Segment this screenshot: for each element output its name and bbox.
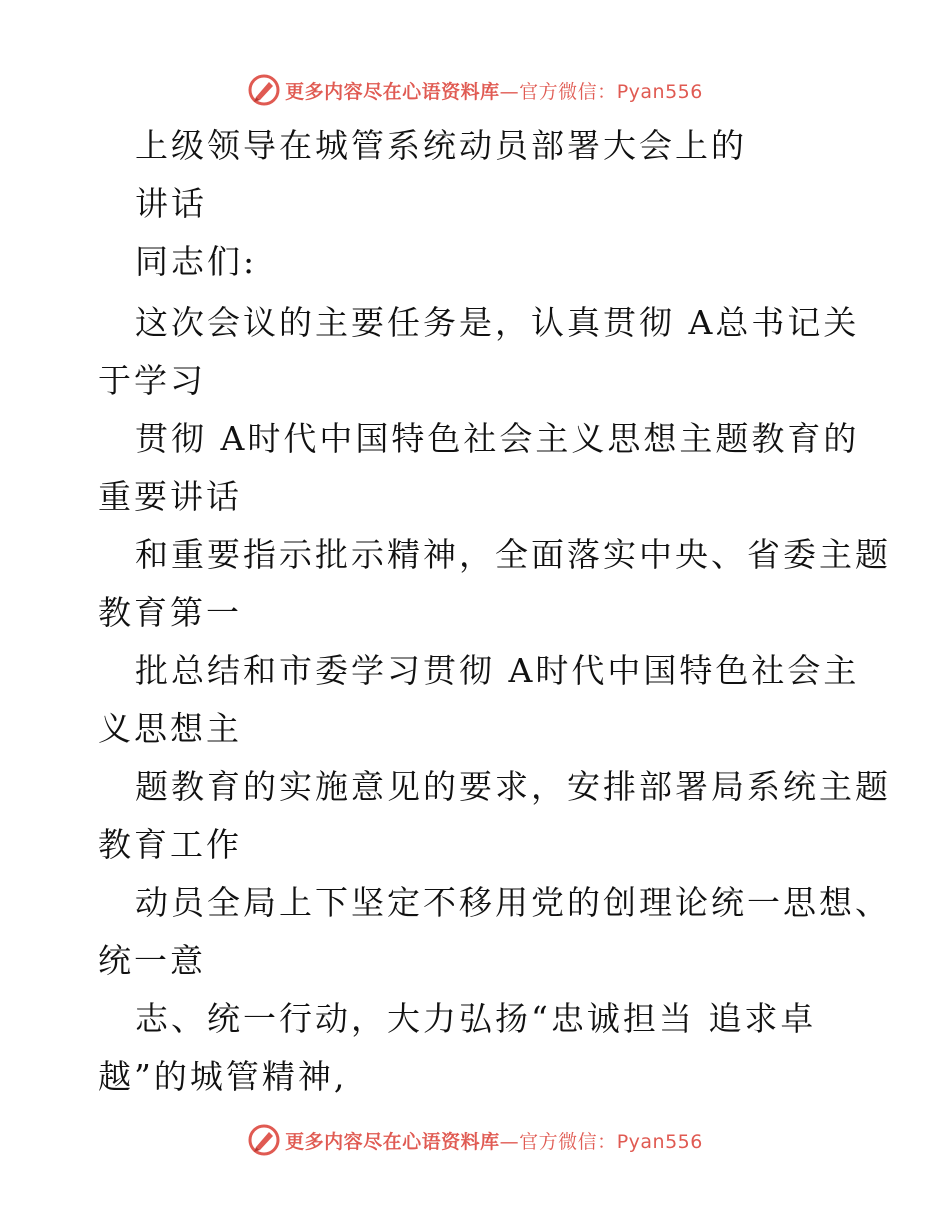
body-line: 志、统一行动，大力弘扬“忠诚担当 追求卓 bbox=[135, 999, 817, 1038]
title-line-1: 上级领导在城管系统动员部署大会上的 bbox=[135, 126, 747, 165]
watermark-brand: 更多内容尽在心语资料库 bbox=[285, 1130, 500, 1153]
body-line: 义思想主 bbox=[98, 709, 242, 748]
body-line: 教育工作 bbox=[98, 825, 242, 864]
watermark-wechat-id: Pyan556 bbox=[616, 80, 703, 103]
body-line: 于学习 bbox=[98, 361, 206, 400]
body-line: 重要讲话 bbox=[98, 477, 242, 516]
watermark-wechat-id: Pyan556 bbox=[616, 1130, 703, 1153]
title-line-2: 讲话 bbox=[135, 184, 207, 223]
pen-logo-icon bbox=[247, 73, 281, 107]
watermark-separator: — bbox=[499, 1130, 520, 1153]
body-line: 统一意 bbox=[98, 941, 206, 980]
header-watermark bbox=[0, 70, 950, 110]
watermark-separator: — bbox=[499, 80, 520, 103]
footer-watermark bbox=[0, 1120, 950, 1160]
watermark-text bbox=[285, 77, 703, 104]
body-line: 题教育的实施意见的要求，安排部署局系统主题 bbox=[135, 767, 891, 806]
body-line: 这次会议的主要任务是，认真贯彻 A总书记关 bbox=[135, 303, 860, 342]
body-line: 动员全局上下坚定不移用党的创理论统一思想、 bbox=[135, 883, 891, 922]
body-line: 和重要指示批示精神，全面落实中央、省委主题 bbox=[135, 535, 891, 574]
body-line: 越”的城管精神, bbox=[98, 1057, 348, 1096]
pen-logo-icon bbox=[247, 1123, 281, 1157]
watermark-text bbox=[285, 1127, 703, 1154]
body-line: 批总结和市委学习贯彻 A时代中国特色社会主 bbox=[135, 651, 860, 690]
salutation-line: 同志们: bbox=[135, 242, 258, 281]
watermark-label: 官方微信： bbox=[519, 1130, 617, 1153]
watermark-label: 官方微信： bbox=[519, 80, 617, 103]
body-line: 教育第一 bbox=[98, 593, 242, 632]
body-line: 贯彻 A时代中国特色社会主义思想主题教育的 bbox=[135, 419, 860, 458]
watermark-brand: 更多内容尽在心语资料库 bbox=[285, 80, 500, 103]
